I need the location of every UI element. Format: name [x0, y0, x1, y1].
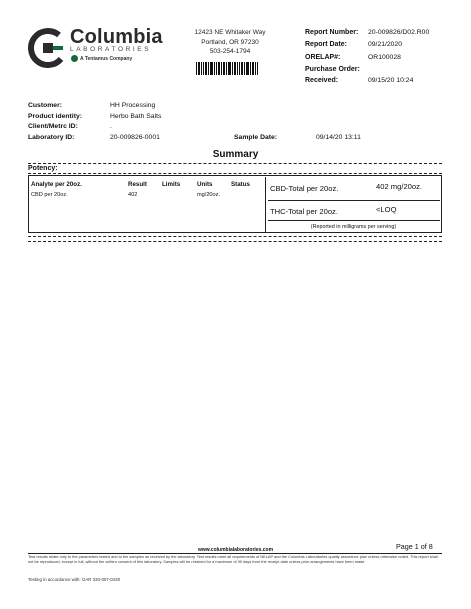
report-date: 09/21/2020 — [368, 41, 403, 48]
website-link[interactable]: www.columbialaboratories.com — [197, 547, 274, 553]
product-identity: Herbo Bath Salts — [110, 113, 162, 120]
header-analyte: Analyte per 20oz. — [31, 181, 82, 188]
page-number: Page 1 of 8 — [396, 542, 433, 551]
header-limits: Limits — [162, 181, 181, 188]
company-tagline: A Tentamus Company — [80, 56, 133, 62]
totals-divider — [268, 200, 440, 201]
header-result: Result — [128, 181, 147, 188]
cbd-total-value: 402 mg/20oz. — [376, 182, 423, 191]
product-label: Product identity: — [28, 113, 82, 120]
received-date: 09/15/20 10:24 — [368, 77, 414, 84]
customer-label: Customer: — [28, 102, 62, 109]
company-name: Columbia — [70, 26, 163, 48]
report-number: 20-009826/D02.R00 — [368, 29, 430, 36]
columbia-logo-icon — [28, 28, 68, 68]
divider — [28, 241, 442, 242]
company-subtitle: LABORATORIES — [70, 46, 152, 53]
potency-label: Potency: — [28, 165, 58, 172]
header-units: Units — [197, 181, 213, 188]
lab-id-label: Laboratory ID: — [28, 134, 75, 141]
divider — [28, 236, 442, 237]
divider — [28, 173, 442, 174]
phone-number: 503-254-1794 — [209, 48, 251, 55]
client-id: . — [110, 123, 112, 130]
sample-date: 09/14/20 13:11 — [316, 134, 361, 141]
address-line-1: 12423 NE Whitaker Way — [194, 29, 266, 36]
disclaimer-text: Test results relate only to the parameters tested and to the samples as received by the laboratory. Test results meet all requirements of NELAP and the Columbia Laboratories quality assurance plan unless otherwise noted. This report shall not be reproduced, except in full, without the written consent of this laboratory. Samples will be retained for a maximum of 90 days from the receipt date unless prior arrangements have been made. — [28, 554, 438, 564]
orelap-label: ORELAP#: — [305, 54, 341, 61]
totals-divider — [268, 220, 440, 221]
reporting-note: (Reported in milligrams per serving) — [310, 224, 397, 230]
header-status: Status — [231, 181, 250, 188]
tentamus-icon — [71, 55, 78, 62]
orelap-number: OR100028 — [368, 54, 401, 61]
client-id-label: Client/Metrc ID: — [28, 123, 78, 130]
divider — [28, 163, 442, 164]
summary-title: Summary — [212, 149, 259, 160]
purchase-order-label: Purchase Order: — [305, 66, 360, 73]
row-result: 402 — [128, 192, 138, 198]
barcode-icon — [196, 62, 258, 75]
thc-total-label: THC-Total per 20oz. — [270, 207, 338, 216]
customer-name: HH Processing — [110, 102, 156, 109]
report-date-label: Report Date: — [305, 41, 348, 48]
row-units: mg/20oz. — [197, 192, 221, 198]
address-line-2: Portland, OR 97230 — [201, 39, 259, 46]
lab-id: 20-009826-0001 — [110, 134, 160, 141]
testing-accordance: Testing in accordance with: OAR 333-007-0430 — [28, 577, 121, 582]
sample-date-label: Sample Date: — [234, 134, 278, 141]
row-analyte: CBD per 20oz. — [31, 192, 68, 198]
received-label: Received: — [305, 77, 339, 84]
thc-total-value: <LOQ — [376, 205, 397, 214]
report-number-label: Report Number: — [305, 29, 359, 36]
cbd-total-label: CBD-Total per 20oz. — [270, 184, 339, 193]
